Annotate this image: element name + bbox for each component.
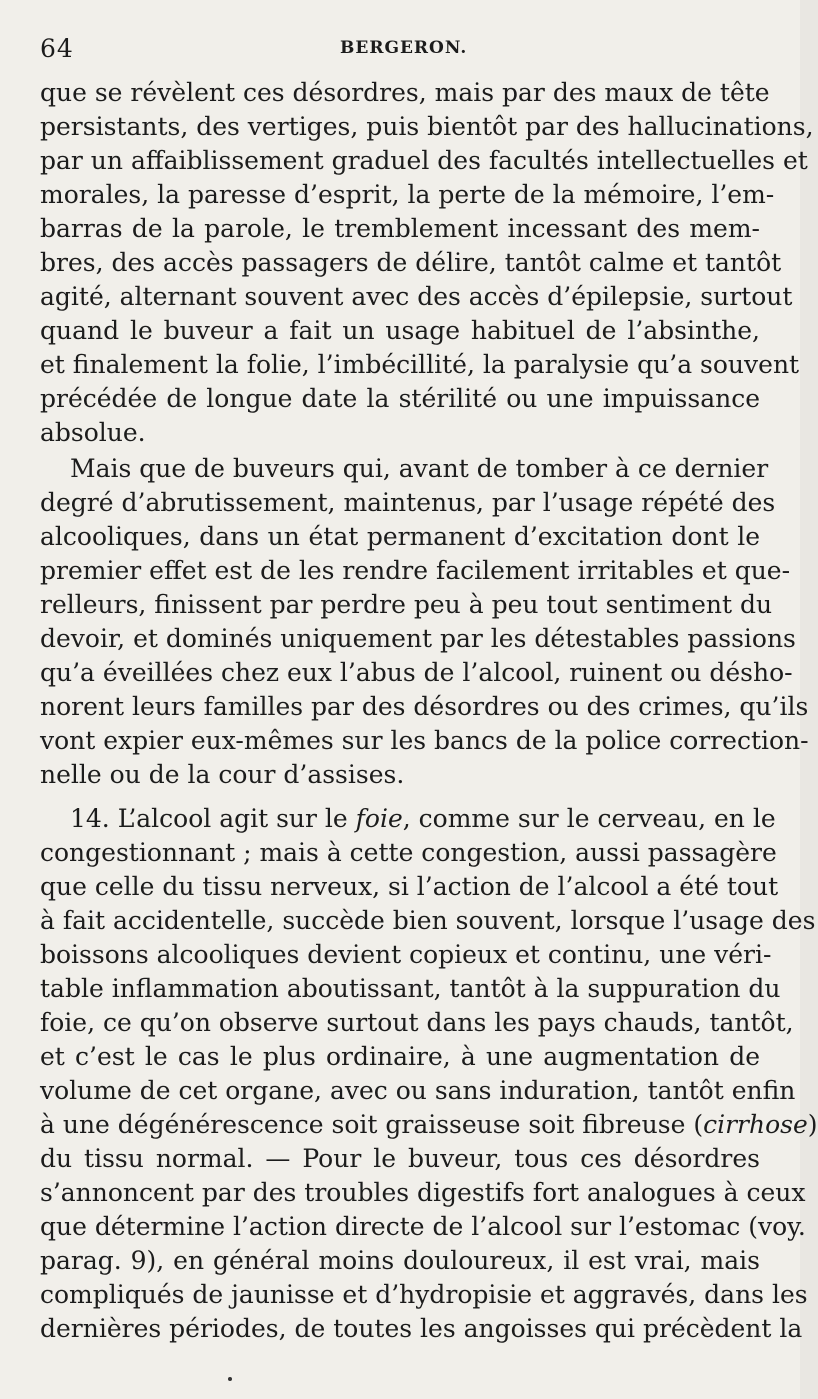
text-line: norent leurs familles par des désordres ou des crimes, qu’ils bbox=[40, 692, 809, 721]
text-line: compliqués de jaunisse et d’hydropisie et aggravés, dans les bbox=[40, 1280, 808, 1309]
text-line: à fait accidentelle, succède bien souvent, lorsque l’usage des bbox=[40, 906, 816, 935]
text-line: persistants, des vertiges, puis bientôt par des hallucinations, bbox=[40, 112, 814, 141]
running-head-author: BERGERON. bbox=[340, 38, 468, 58]
text-run: à une dégénérescence soit graisseuse soit fibreuse ( bbox=[40, 1110, 704, 1139]
text-line: congestionnant ; mais à cette congestion, aussi passagère bbox=[40, 838, 777, 867]
text-line: et c’est le cas le plus ordinaire, à une augmentation de bbox=[40, 1042, 760, 1071]
text-line: devoir, et dominés uniquement par les détestables passions bbox=[40, 624, 796, 653]
text-line: quand le buveur a fait un usage habituel de l’absinthe, bbox=[40, 316, 760, 345]
text-line: parag. 9), en général moins douloureux, il est vrai, mais bbox=[40, 1246, 760, 1275]
text-line: foie, ce qu’on observe surtout dans les pays chauds, tantôt, bbox=[40, 1008, 794, 1037]
text-line: morales, la paresse d’esprit, la perte de la mémoire, l’em- bbox=[40, 180, 775, 209]
page-number: 64 bbox=[40, 34, 74, 63]
text-line: bres, des accès passagers de délire, tantôt calme et tantôt bbox=[40, 248, 782, 277]
text-line: vont expier eux-mêmes sur les bancs de la police correction- bbox=[40, 726, 809, 755]
text-line: et finalement la folie, l’imbécillité, la paralysie qu’a souvent bbox=[40, 350, 800, 379]
text-line: barras de la parole, le tremblement incessant des mem- bbox=[40, 214, 760, 243]
cirrhose-line bbox=[40, 1108, 818, 1142]
text-line: qu’a éveillées chez eux l’abus de l’alcool, ruinent ou désho- bbox=[40, 658, 793, 687]
text-run: 14. L’alcool agit sur le bbox=[70, 804, 356, 833]
text-run: ) bbox=[807, 1110, 818, 1139]
text-line: Mais que de buveurs qui, avant de tomber à ce dernier bbox=[70, 454, 769, 483]
text-line: du tissu normal. — Pour le buveur, tous ces désordres bbox=[40, 1144, 760, 1173]
text-line: que se révèlent ces désordres, mais par des maux de tête bbox=[40, 78, 770, 107]
text-line: que détermine l’action directe de l’alcool sur l’estomac (voy. bbox=[40, 1212, 806, 1241]
text-line: relleurs, finissent par perdre peu à peu tout sentiment du bbox=[40, 590, 773, 619]
text-line: agité, alternant souvent avec des accès d’épilepsie, surtout bbox=[40, 282, 793, 311]
text-line: que celle du tissu nerveux, si l’action de l’alcool a été tout bbox=[40, 872, 779, 901]
text-line: nelle ou de la cour d’assises. bbox=[40, 760, 405, 789]
text-line: précédée de longue date la stérilité ou une impuissance bbox=[40, 384, 760, 413]
italic-term-cirrhose: cirrhose bbox=[703, 1110, 808, 1139]
text-line: alcooliques, dans un état permanent d’excitation dont le bbox=[40, 522, 760, 551]
text-line: boissons alcooliques devient copieux et continu, une véri- bbox=[40, 940, 772, 969]
running-head bbox=[40, 34, 760, 64]
text-line: degré d’abrutissement, maintenus, par l’usage répété des bbox=[40, 488, 776, 517]
ink-dot bbox=[228, 1377, 232, 1381]
section-14-first-line bbox=[70, 802, 776, 836]
text-line: volume de cet organe, avec ou sans induration, tantôt enfin bbox=[40, 1076, 796, 1105]
text-line: premier effet est de les rendre facilement irritables et que- bbox=[40, 556, 791, 585]
text-line: absolue. bbox=[40, 418, 146, 447]
text-line: s’annoncent par des troubles digestifs fort analogues à ceux bbox=[40, 1178, 806, 1207]
text-line: par un affaiblissement graduel des facultés intellectuelles et bbox=[40, 146, 808, 175]
text-line: dernières périodes, de toutes les angoisses qui précèdent la bbox=[40, 1314, 803, 1343]
text-line: table inflammation aboutissant, tantôt à la suppuration du bbox=[40, 974, 781, 1003]
text-run: , comme sur le cerveau, en le bbox=[402, 804, 776, 833]
italic-term-foie: foie bbox=[355, 804, 403, 833]
